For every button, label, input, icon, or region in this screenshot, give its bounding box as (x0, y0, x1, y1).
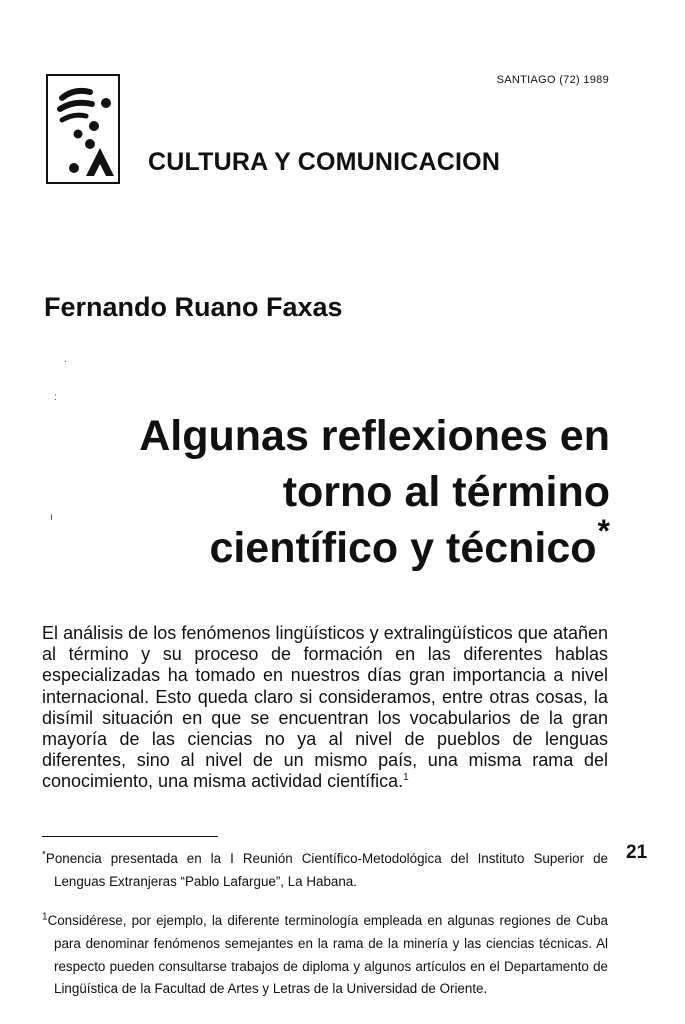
scan-speck: : (54, 392, 57, 403)
footnote-1-text: Considérese, por ejemplo, la diferente terminología empleada en algunas regiones de Cuba para denominar fenómenos semejantes en la rama de la minería y las ciencias técnicas. Al respecto pueden consultarse trabajos de diploma y algunos artículos en el Departamento de Lingüística de la Facultad de Artes y Letras de la Universidad de Oriente. (47, 913, 608, 997)
footnote-star-mark: * (42, 849, 46, 861)
body-text: El análisis de los fenómenos lingüísticos y extralingüísticos que atañen al término y su proceso de formación en las diferentes hablas especializadas ha tomado en nuestros días gran importancia a nivel internacional. Esto queda claro si consideramos, entre otras cosas, la disímil situación en que se encuentran los vocabularios de la gran mayoría de las ciencias no ya al nivel de pueblos de lenguas diferentes, sino al nivel de un mismo país, una misma rama del conocimiento, una misma actividad científica. (42, 623, 608, 792)
footnote-1-mark: 1 (42, 911, 48, 923)
title-line-2: torno al término (282, 468, 610, 516)
footnote-ref-1: 1 (403, 772, 409, 784)
scan-speck: ı (50, 512, 53, 523)
section-title: CULTURA Y COMUNICACION (148, 148, 501, 176)
footnote-star (42, 848, 608, 894)
body-paragraph (42, 623, 608, 793)
author-name: Fernando Ruano Faxas (44, 292, 343, 322)
title-line-1: Algunas reflexiones en (139, 412, 610, 460)
journal-logo (46, 74, 120, 184)
scan-speck: · (64, 356, 68, 367)
title-line-3 (40, 513, 610, 579)
footnote-divider (42, 836, 218, 837)
logo-mark-icon (48, 76, 118, 182)
title-footnote-mark: * (597, 513, 610, 549)
page-number: 21 (626, 842, 648, 863)
footnote-star-text: Ponencia presentada en la I Reunión Científico-Metodológica del Instituto Superior de Lenguas Extranjeras “Pablo Lafargue”, La Habana. (45, 851, 608, 889)
journal-header: SANTIAGO (72) 1989 (496, 74, 609, 86)
article-title (40, 408, 610, 579)
title-line-3-text: científico y técnico (209, 524, 597, 572)
footnote-1 (42, 910, 608, 1001)
